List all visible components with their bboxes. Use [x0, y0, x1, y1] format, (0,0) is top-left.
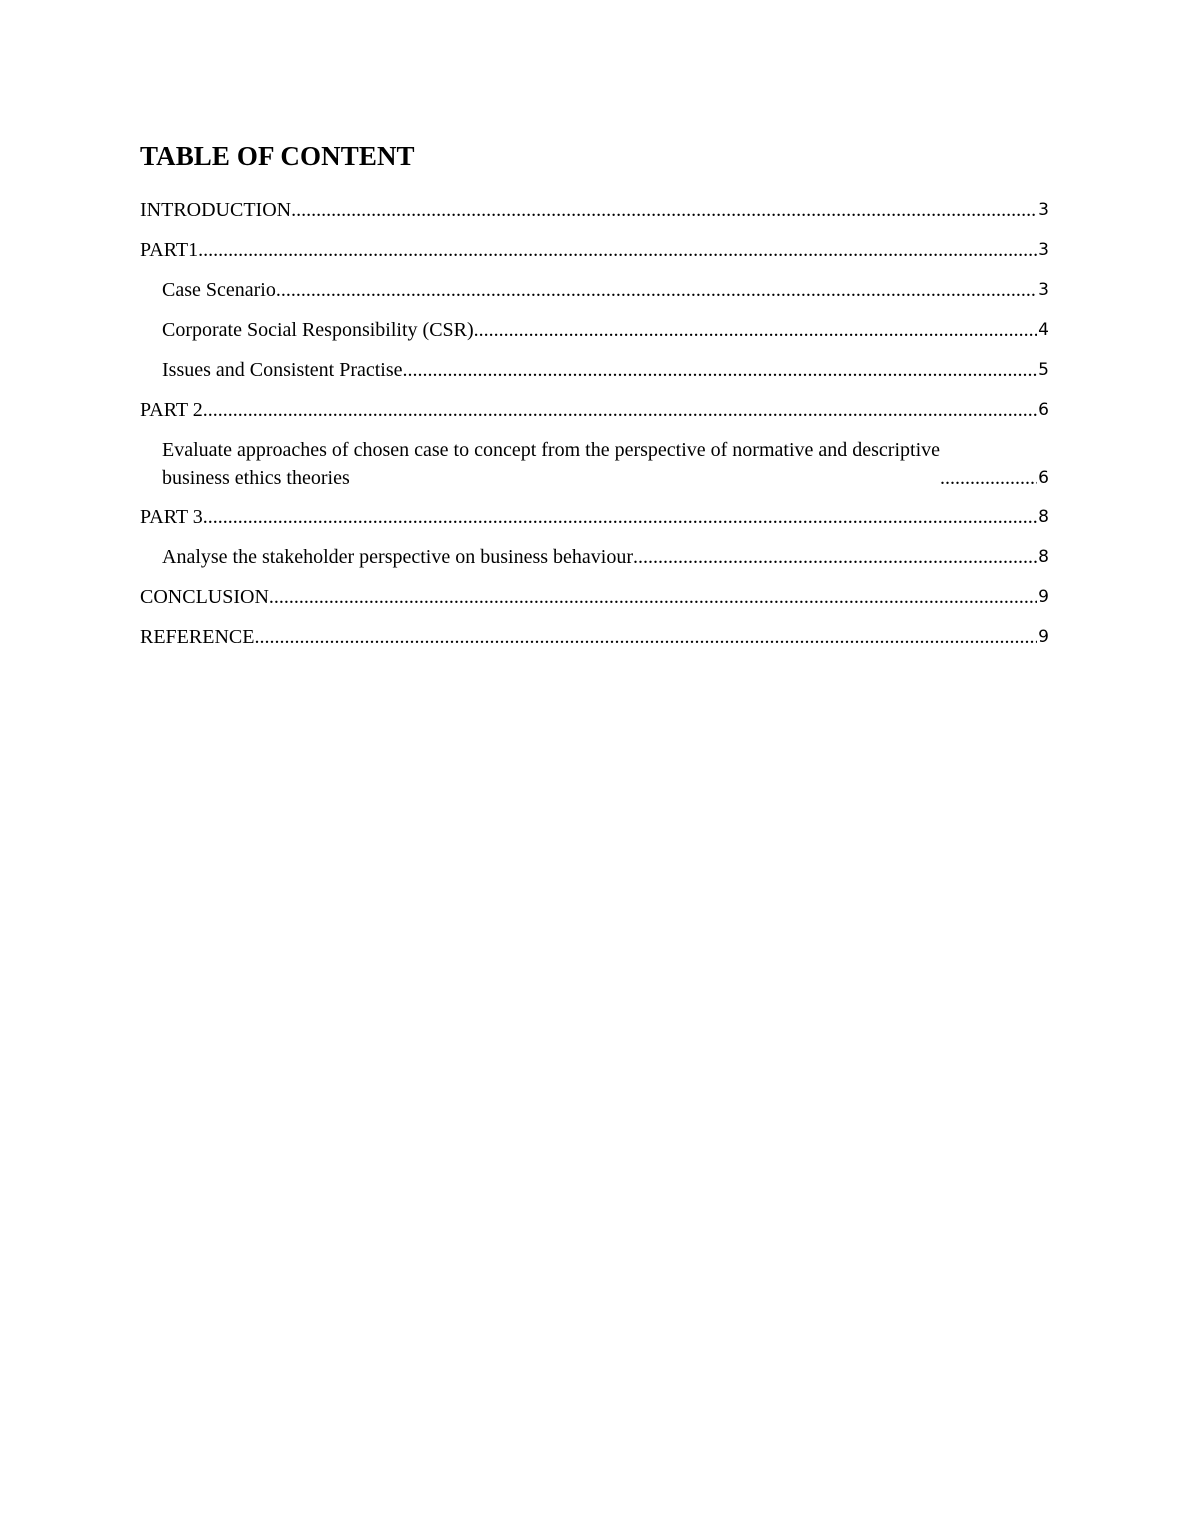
dot-leader — [940, 464, 1037, 492]
toc-entry-label: Corporate Social Responsibility (CSR) — [162, 319, 474, 341]
toc-entry-introduction[interactable] — [140, 196, 1049, 224]
toc-entry-page-number: 6 — [1038, 400, 1049, 420]
toc-entry-part1[interactable] — [140, 236, 1049, 264]
toc-entry-label: PART 2 — [140, 399, 203, 421]
toc-entry-label: CONCLUSION — [140, 586, 269, 608]
dot-leader — [276, 276, 1037, 304]
dot-leader — [203, 503, 1037, 531]
toc-entry-label: Case Scenario — [162, 279, 276, 301]
dot-leader — [203, 396, 1037, 424]
toc-entry-page-number: 9 — [1038, 627, 1049, 647]
dot-leader — [291, 196, 1037, 224]
toc-entry-label: Issues and Consistent Practise — [162, 359, 403, 381]
toc-entry-page-number: 4 — [1038, 320, 1049, 340]
toc-entry-case-scenario[interactable] — [140, 276, 1049, 304]
toc-entry-part2[interactable] — [140, 396, 1049, 424]
toc-entry-page-number: 3 — [1038, 200, 1049, 220]
toc-entry-page-number: 6 — [1038, 468, 1049, 488]
dot-leader — [269, 583, 1037, 611]
toc-entry-label-line2: business ethics theories — [162, 467, 350, 489]
toc-entry-label: INTRODUCTION — [140, 199, 292, 221]
dot-leader — [474, 316, 1038, 344]
toc-entry-evaluate-approaches[interactable] — [140, 436, 1049, 492]
dot-leader — [198, 236, 1037, 264]
toc-entry-page-number: 9 — [1038, 587, 1049, 607]
toc-entry-page-number: 8 — [1038, 507, 1049, 527]
toc-entry-page-number: 3 — [1038, 240, 1049, 260]
toc-entry-label: REFERENCE — [140, 626, 255, 648]
toc-entry-label — [162, 436, 940, 492]
toc-list — [140, 196, 1049, 663]
toc-title: TABLE OF CONTENT — [140, 141, 415, 171]
toc-entry-page-number: 5 — [1038, 360, 1049, 380]
toc-entry-part3[interactable] — [140, 503, 1049, 531]
toc-entry-label-line1: Evaluate approaches of chosen case to concept from the perspective of normative and descriptive — [162, 439, 941, 461]
dot-leader — [633, 543, 1037, 571]
toc-entry-stakeholder-perspective[interactable] — [140, 543, 1049, 571]
toc-entry-label: PART1 — [140, 239, 199, 261]
toc-entry-csr[interactable] — [140, 316, 1049, 344]
toc-entry-page-number: 8 — [1038, 547, 1049, 567]
toc-entry-label: PART 3 — [140, 506, 203, 528]
toc-entry-conclusion[interactable] — [140, 583, 1049, 611]
toc-entry-page-number: 3 — [1038, 280, 1049, 300]
toc-entry-issues-practise[interactable] — [140, 356, 1049, 384]
dot-leader — [403, 356, 1038, 384]
toc-entry-label: Analyse the stakeholder perspective on business behaviour — [162, 546, 633, 568]
dot-leader — [254, 623, 1037, 651]
toc-entry-reference[interactable] — [140, 623, 1049, 651]
